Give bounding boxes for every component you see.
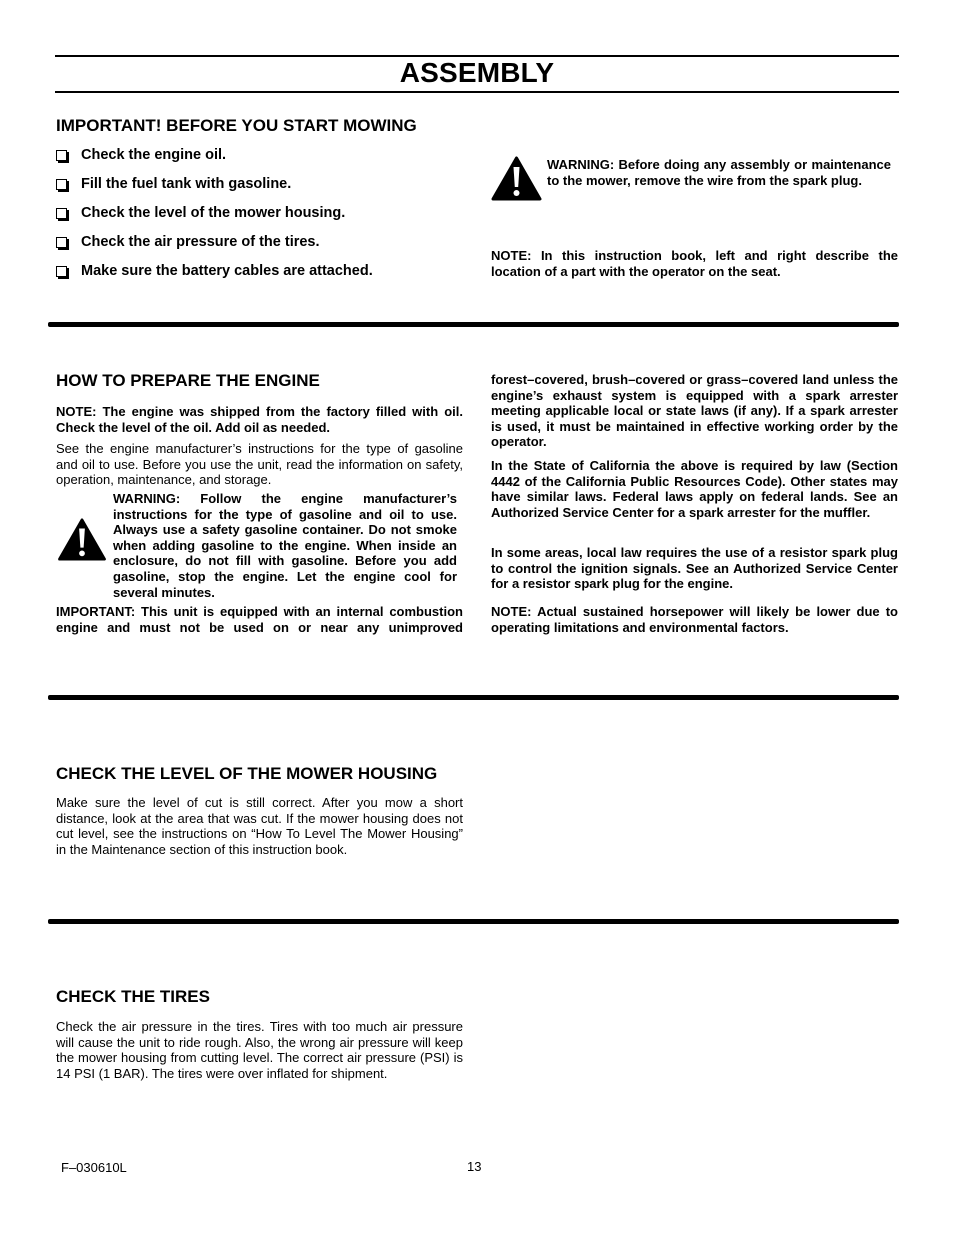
checklist-item[interactable] <box>56 146 226 164</box>
checklist-item-label: Fill the fuel tank with gasoline. <box>81 176 292 192</box>
checklist-item[interactable] <box>56 204 345 222</box>
california-law-paragraph: In the State of California the above is required by law (Section 4442 of the California Public Resources Code). Other states may have similar laws. Federal laws apply on federal lands. See an Authorized Service Center for a spark arrester for the muffler. <box>491 458 898 520</box>
checklist-item-label: Check the air pressure of the tires. <box>81 234 320 250</box>
checkbox-icon[interactable] <box>56 266 67 277</box>
prepare-engine-heading: HOW TO PREPARE THE ENGINE <box>56 371 320 390</box>
before-mowing-heading: IMPORTANT! BEFORE YOU START MOWING <box>56 116 417 135</box>
section-divider <box>48 322 899 327</box>
checklist-item-label: Check the level of the mower housing. <box>81 205 346 221</box>
prepare-engine-warning: WARNING: Follow the engine manufacturer’s instructions for the type of gasoline and oil to use. Always use a safety gasoline container. Do not smoke when adding gasoline to the engine. When inside an enclosure, do not fill with gasoline. Before you add gasoline, stop the engine. Let the engine cool for several minutes. <box>113 491 457 600</box>
spark-arrester-paragraph: forest–covered, brush–covered or grass–covered land unless the engine’s exhaust system is equipped with a spark arrester meeting applicable local or state laws (if any). If a spark arrester is used, it must be maintained in effective working order by the operator. <box>491 372 898 450</box>
before-mowing-note: NOTE: In this instruction book, left and right describe the location of a part with the operator on the seat. <box>491 248 898 279</box>
before-mowing-warning: WARNING: Before doing any assembly or maintenance to the mower, remove the wire from the spark plug. <box>547 157 891 188</box>
checkbox-icon[interactable] <box>56 150 67 161</box>
warning-triangle-icon <box>491 156 542 201</box>
warning-triangle-icon <box>57 518 107 561</box>
mower-housing-heading: CHECK THE LEVEL OF THE MOWER HOUSING <box>56 764 438 783</box>
mower-housing-paragraph: Make sure the level of cut is still correct. After you mow a short distance, look at the area that was cut. If the mower housing does not cut level, see the instructions on “How To Level The Mower Housing” in the Maintenance section of this instruction book. <box>56 795 463 857</box>
horsepower-note: NOTE: Actual sustained horsepower will likely be lower due to operating limitations and environmental factors. <box>491 604 898 635</box>
checklist-item[interactable] <box>56 262 373 280</box>
resistor-plug-paragraph: In some areas, local law requires the use of a resistor spark plug to control the ignition signals. See an Authorized Service Center for a resistor spark plug for the engine. <box>491 545 898 592</box>
section-divider <box>48 919 899 924</box>
checklist-item-label: Make sure the battery cables are attached. <box>81 263 373 279</box>
tires-heading: CHECK THE TIRES <box>56 987 210 1006</box>
title-rule-bottom <box>55 91 899 93</box>
prepare-engine-important: IMPORTANT: This unit is equipped with an internal combustion engine and must not be used on or near any unimproved <box>56 604 463 635</box>
section-divider <box>48 695 899 700</box>
checklist-item-label: Check the engine oil. <box>81 147 227 163</box>
prepare-engine-paragraph: See the engine manufacturer’s instructions for the type of gasoline and oil to use. Before you use the unit, read the information on safety, operation, maintenance, and storage. <box>56 441 463 488</box>
document-code: F–030610L <box>61 1160 127 1175</box>
checkbox-icon[interactable] <box>56 237 67 248</box>
page-number: 13 <box>467 1159 482 1174</box>
checklist-item[interactable] <box>56 175 291 193</box>
prepare-engine-note: NOTE: The engine was shipped from the factory filled with oil. Check the level of the oil. Add oil as needed. <box>56 404 463 435</box>
checklist-item[interactable] <box>56 233 320 251</box>
page-title: ASSEMBLY <box>399 57 555 88</box>
tires-paragraph: Check the air pressure in the tires. Tires with too much air pressure will cause the unit to ride rough. Also, the wrong air pressure will keep the mower housing from cutting level. The correct air pressure (PSI) is 14 PSI (1 BAR). The tires were over inflated for shipment. <box>56 1019 463 1081</box>
checkbox-icon[interactable] <box>56 208 67 219</box>
checkbox-icon[interactable] <box>56 179 67 190</box>
